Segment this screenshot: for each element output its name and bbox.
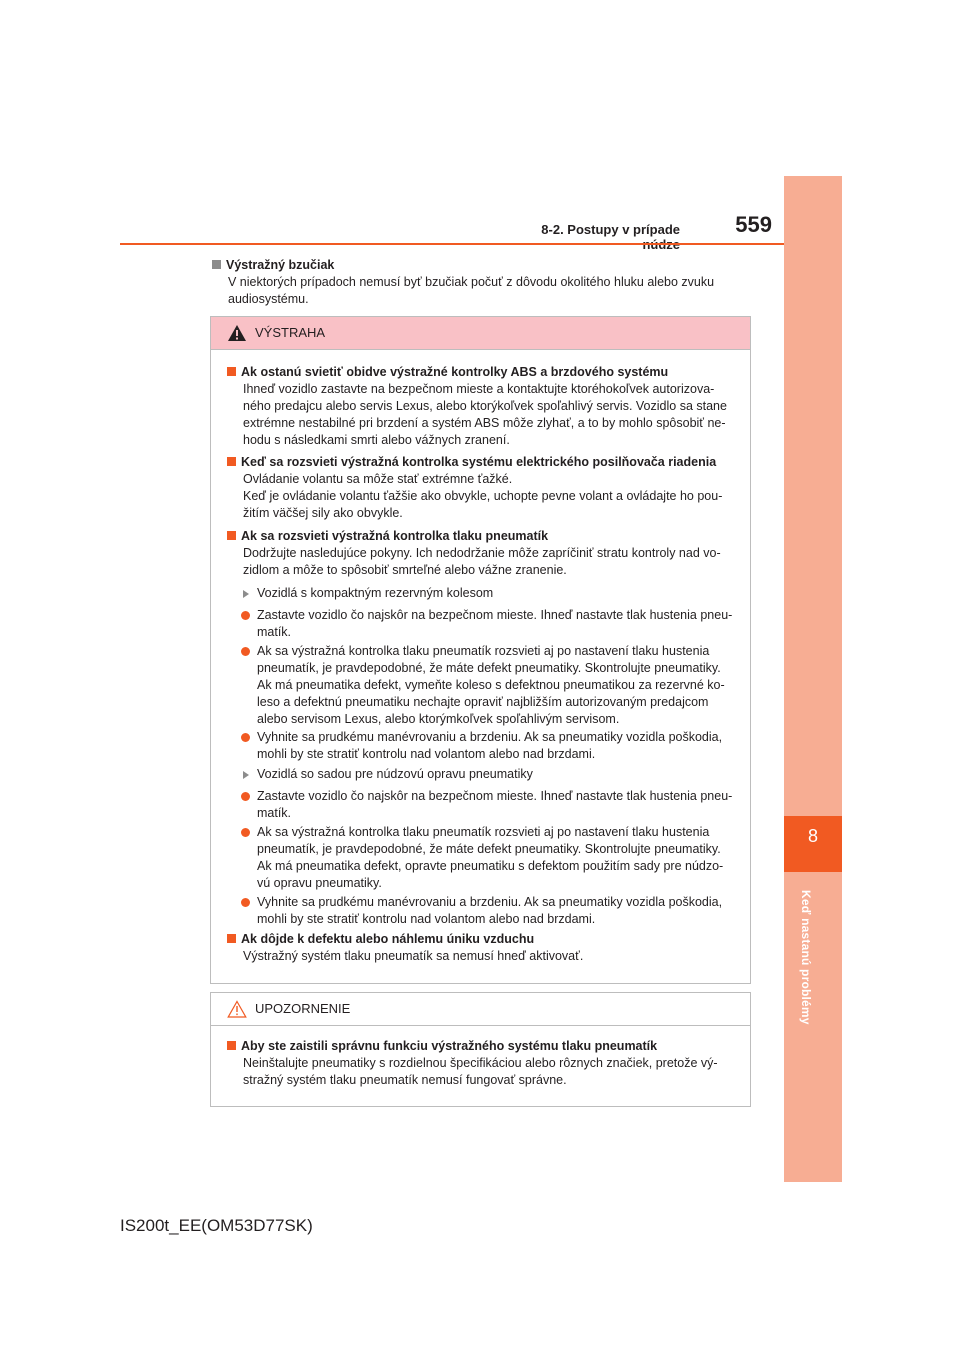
warning-box xyxy=(210,316,751,984)
intro-line: audiosystému. xyxy=(228,292,309,306)
circle-bullet-icon xyxy=(241,611,250,620)
chapter-number: 8 xyxy=(807,826,818,846)
intro-line: V niektorých prípadoch nemusí byť bzučiak počuť z dôvodu okolitého hluku alebo zvuku xyxy=(228,275,715,289)
caution-item-heading: Aby ste zaistili správnu funkciu výstražného systému tlaku pneumatík xyxy=(227,1037,743,1055)
square-bullet-icon xyxy=(227,457,236,466)
list-item: Zastavte vozidlo čo najskôr na bezpečnom mieste. Ihneď nastavte tlak hustenia pneu- matík. xyxy=(243,607,741,641)
circle-bullet-icon xyxy=(241,647,250,656)
warning-item-line: ného predajcu alebo servis Lexus, alebo ktorýkoľvek spoľahlivý servis. Vozidlo sa stane xyxy=(243,399,727,413)
square-bullet-icon xyxy=(227,531,236,540)
warning-item-line: žitím väčšej sily ako obvykle. xyxy=(243,506,403,520)
subsection-compact-spare xyxy=(243,585,741,602)
warning-item-abs xyxy=(227,363,743,449)
warning-item-eps xyxy=(227,453,743,522)
warning-item-line: Keď je ovládanie volantu ťažšie ako obvykle, uchopte pevne volant a ovládajte ho pou- xyxy=(243,489,723,503)
warning-item-heading: Ak dôjde k defektu alebo náhlemu úniku vzduchu xyxy=(227,930,743,948)
warning-item-line: Ovládanie volantu sa môže stať extrémne ťažké. xyxy=(243,472,513,486)
document-code: IS200t_EE(OM53D77SK) xyxy=(120,1216,313,1235)
circle-bullet-icon xyxy=(241,792,250,801)
running-header-section: 8-2. Postupy v prípade xyxy=(541,222,680,237)
arrow-right-icon xyxy=(243,590,249,598)
warning-item-line: hodu s následkami smrti alebo vážnych zranení. xyxy=(243,433,510,447)
chapter-side-tab xyxy=(784,176,842,1182)
caution-triangle-icon xyxy=(227,1000,247,1018)
square-bullet-icon xyxy=(227,1041,236,1050)
caution-box xyxy=(210,992,751,1107)
chapter-title-vertical xyxy=(768,890,858,1025)
intro-heading: Výstražný bzučiak xyxy=(212,256,752,274)
list-item: Ak sa výstražná kontrolka tlaku pneumatík rozsvieti aj po nastavení tlaku hustenia pneumatík, je pravdepodobné, že máte defekt pneumatiky. Skontrolujte pneumatiky. Ak má pneumatika defekt, opravte pneumatiku s defektom použitím sady pre núdzo- vú opravu pneumatiky. xyxy=(243,824,741,892)
subsection-repair-kit xyxy=(243,766,741,783)
chapter-title: Keď nastanú problémy xyxy=(799,890,813,1025)
list-item: Vyhnite sa prudkému manévrovaniu a brzdeniu. Ak sa pneumatiky vozidla poškodia, mohli by ste stratiť kontrolu nad volantom alebo nad brzdami. xyxy=(243,729,741,763)
warning-item-line: Dodržujte nasledujúce pokyny. Ich nedodržanie môže zapríčiniť stratu kontroly nad vo- xyxy=(243,546,721,560)
arrow-right-icon xyxy=(243,771,249,779)
square-bullet-icon xyxy=(227,367,236,376)
warning-box-header xyxy=(211,317,750,350)
subsection-title: Vozidlá s kompaktným rezervným kolesom xyxy=(257,586,494,600)
circle-bullet-icon xyxy=(241,898,250,907)
caution-item xyxy=(227,1037,743,1089)
warning-item-line: extrémne nestabilné pri brzdení a systém ABS môže zlyhať, a to by mohlo spôsobiť ne- xyxy=(243,416,726,430)
warning-item-line: Ihneď vozidlo zastavte na bezpečnom mieste a kontaktujte ktoréhokoľvek autorizova- xyxy=(243,382,715,396)
caution-title: UPOZORNENIE xyxy=(255,1001,351,1016)
warning-item-line: zidlom a môže to spôsobiť smrteľné alebo vážne zranenie. xyxy=(243,563,567,577)
list-item: Zastavte vozidlo čo najskôr na bezpečnom mieste. Ihneď nastavte tlak hustenia pneu- matík. xyxy=(243,788,741,822)
subsection-title: Vozidlá so sadou pre núdzovú opravu pneumatiky xyxy=(257,767,533,781)
warning-triangle-icon xyxy=(227,324,247,342)
warning-item-tpws xyxy=(227,527,743,579)
square-bullet-icon xyxy=(212,260,221,269)
warning-item-heading: Ak sa rozsvieti výstražná kontrolka tlaku pneumatík xyxy=(227,527,743,545)
list-item: Vyhnite sa prudkému manévrovaniu a brzdeniu. Ak sa pneumatiky vozidla poškodia, mohli by ste stratiť kontrolu nad volantom alebo nad brzdami. xyxy=(243,894,741,928)
warning-item-heading: Ak ostanú svietiť obidve výstražné kontrolky ABS a brzdového systému xyxy=(227,363,743,381)
warning-item-puncture xyxy=(227,930,743,965)
circle-bullet-icon xyxy=(241,828,250,837)
header-rule xyxy=(120,243,842,245)
caution-box-header xyxy=(211,993,750,1026)
intro-section xyxy=(212,256,752,308)
caution-item-line: Neinštalujte pneumatiky s rozdielnou špecifikáciou alebo rôznych značiek, pretože vý- xyxy=(243,1056,718,1070)
warning-title: VÝSTRAHA xyxy=(255,325,326,340)
caution-item-line: stražný systém tlaku pneumatík nemusí fungovať správne. xyxy=(243,1073,567,1087)
warning-item-heading: Keď sa rozsvieti výstražná kontrolka systému elektrického posilňovača riadenia xyxy=(227,453,743,471)
square-bullet-icon xyxy=(227,934,236,943)
list-item: Ak sa výstražná kontrolka tlaku pneumatík rozsvieti aj po nastavení tlaku hustenia pneumatík, je pravdepodobné, že máte defekt pneumatiky. Skontrolujte pneumatiky. Ak má pneumatika defekt, vymeňte koleso s defektnou pneumatikou za rezervné ko- leso a defektnú pneumatiku nechajte opraviť najbližším autorizovaným predajcom alebo servisom Lexus, alebo ktorýmkoľvek spoľahlivým servisom. xyxy=(243,643,741,728)
warning-item-line: Výstražný systém tlaku pneumatík sa nemusí hneď aktivovať. xyxy=(243,949,584,963)
circle-bullet-icon xyxy=(241,733,250,742)
page-number: 559 xyxy=(735,212,772,237)
